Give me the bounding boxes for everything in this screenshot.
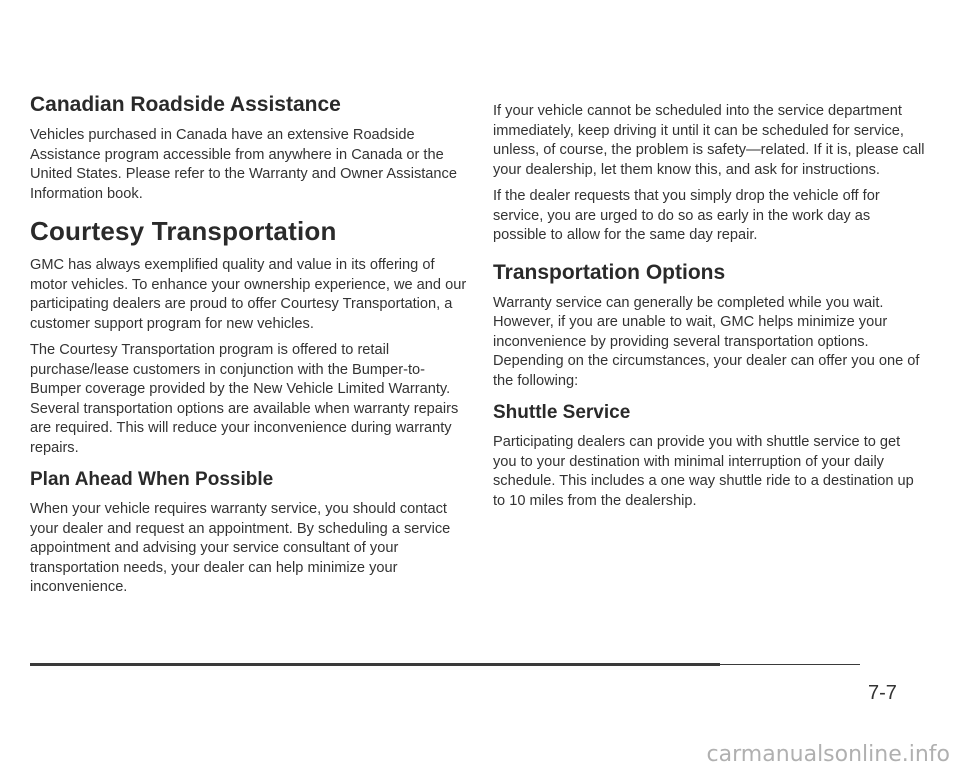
left-column xyxy=(30,92,470,605)
footer-rule xyxy=(30,662,830,668)
section-plan-ahead xyxy=(30,468,470,598)
heading-canadian-roadside: Canadian Roadside Assistance xyxy=(30,93,341,116)
section-canadian-roadside xyxy=(30,92,470,204)
section-shuttle-service xyxy=(493,401,925,511)
section-courtesy-transportation xyxy=(30,216,470,458)
paragraph-transportation-options: Warranty service can generally be completed while you wait. However, if you are unable to wait, GMC helps minimize your inconvenience by providing several transportation options. Depending on the circumstances, your dealer can offer you one of the following: xyxy=(493,294,920,389)
paragraph-drop-off: If the dealer requests that you simply drop the vehicle off for service, you are urged to do so as early in the work day as possible to allow for the same day repair. xyxy=(493,188,880,243)
paragraph-courtesy-1: GMC has always exemplified quality and value in its offering of motor vehicles. To enhance your ownership experience, we and our participating dealers are proud to offer Courtesy Transportation, a customer support program for new vehicles. xyxy=(30,257,467,332)
paragraph-canadian-roadside: Vehicles purchased in Canada have an extensive Roadside Assistance program accessible from anywhere in Canada or the United States. Please refer to the Warranty and Owner Assistance Information book. xyxy=(30,127,457,202)
footer-rule-thick xyxy=(30,663,720,666)
right-column xyxy=(493,102,925,518)
paragraph-courtesy-2: The Courtesy Transportation program is offered to retail purchase/lease customers in conjunction with the Bumper-to-Bumper coverage provided by the New Vehicle Limited Warranty. Several transportation options are available when warranty repairs are required. This will reduce your inconvenience during warranty repairs. xyxy=(30,342,459,456)
heading-courtesy-transportation: Courtesy Transportation xyxy=(30,216,337,246)
paragraph-schedule: If your vehicle cannot be scheduled into the service department immediately, keep driving it until it can be scheduled for service, unless, of course, the problem is safety—related. If it is, please call your dealership, let them know this, and ask for instructions. xyxy=(493,103,925,178)
heading-plan-ahead: Plan Ahead When Possible xyxy=(30,469,274,490)
page-number: 7-7 xyxy=(868,682,897,704)
paragraph-shuttle-service: Participating dealers can provide you with shuttle service to get you to your destination with minimal interruption of your daily schedule. This includes a one way shuttle ride to a destination up to 10 miles from the dealership. xyxy=(493,434,914,509)
footer-rule-thin xyxy=(720,664,860,665)
heading-transportation-options: Transportation Options xyxy=(493,260,726,284)
watermark-text: carmanualsonline.info xyxy=(706,742,950,767)
heading-shuttle-service: Shuttle Service xyxy=(493,402,631,423)
section-transportation-options xyxy=(493,260,925,392)
paragraph-plan-ahead: When your vehicle requires warranty service, you should contact your dealer and request an appointment. By scheduling a service appointment and advising your service consultant of your transportation needs, your dealer can help minimize your inconvenience. xyxy=(30,501,451,595)
